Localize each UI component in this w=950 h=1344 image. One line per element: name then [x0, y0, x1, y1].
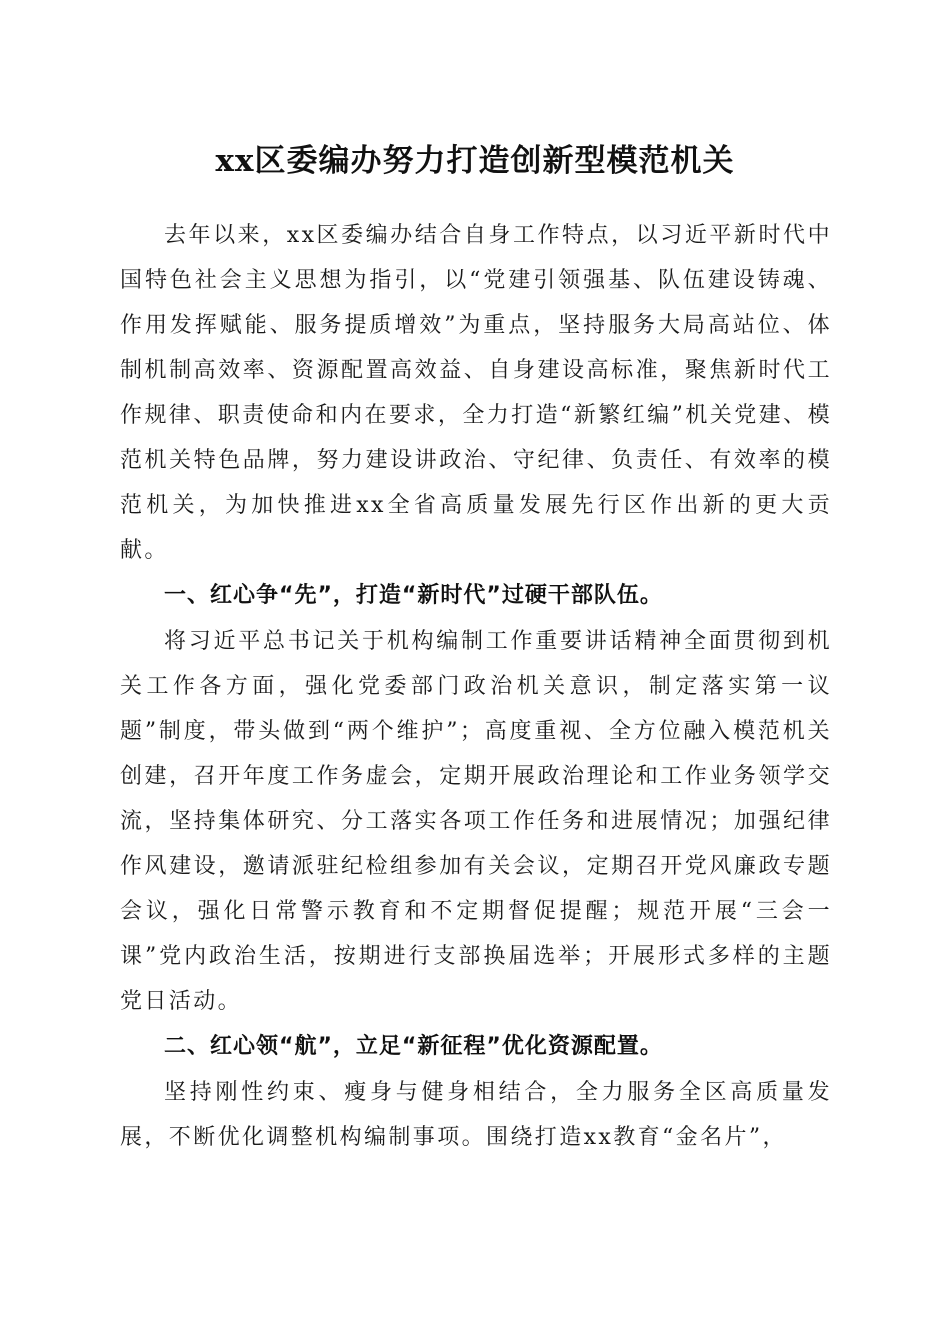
document-title: xx区委编办努力打造创新型模范机关 — [215, 143, 735, 179]
section-1-paragraph: 将习近平总书记关于机构编制工作重要讲话精神全面贯彻到机关工作各方面，强化党委部门政治机关意识，制定落实第一议题”制度，带头做到“两个维护”；高度重视、全方位融入模范机关创建，召开年度工作务虚会，定期开展政治理论和工作业务领学交流，坚持集体研究、分工落实各项工作任务和进展情况；加强纪律作风建设，邀请派驻纪检组参加有关会议，定期召开党风廉政专题会议，强化日常警示教育和不定期督促提醒；规范开展“三会一课”党内政治生活，按期进行支部换届选举；开展形式多样的主题党日活动。 — [120, 629, 832, 1014]
section-2-paragraph: 坚持刚性约束、瘦身与健身相结合，全力服务全区高质量发展，不断优化调整机构编制事项。围绕打造xx教育“金名片”， — [120, 1080, 832, 1150]
section-2-heading: 二、红心领“航”，立足“新征程”优化资源配置。 — [164, 1034, 663, 1059]
intro-paragraph: 去年以来，xx区委编办结合自身工作特点，以习近平新时代中国特色社会主义思想为指引，以“党建引领强基、队伍建设铸魂、作用发挥赋能、服务提质增效”为重点，坚持服务大局高站位、体制机制高效率、资源配置高效益、自身建设高标准，聚焦新时代工作规律、职责使命和内在要求，全力打造“新繁红编”机关党建、模范机关特色品牌，努力建设讲政治、守纪律、负责任、有效率的模范机关，为加快推进xx全省高质量发展先行区作出新的更大贡献。 — [120, 223, 832, 563]
section-1-heading: 一、红心争“先”，打造“新时代”过硬干部队伍。 — [164, 583, 663, 608]
document-body — [120, 213, 832, 1160]
